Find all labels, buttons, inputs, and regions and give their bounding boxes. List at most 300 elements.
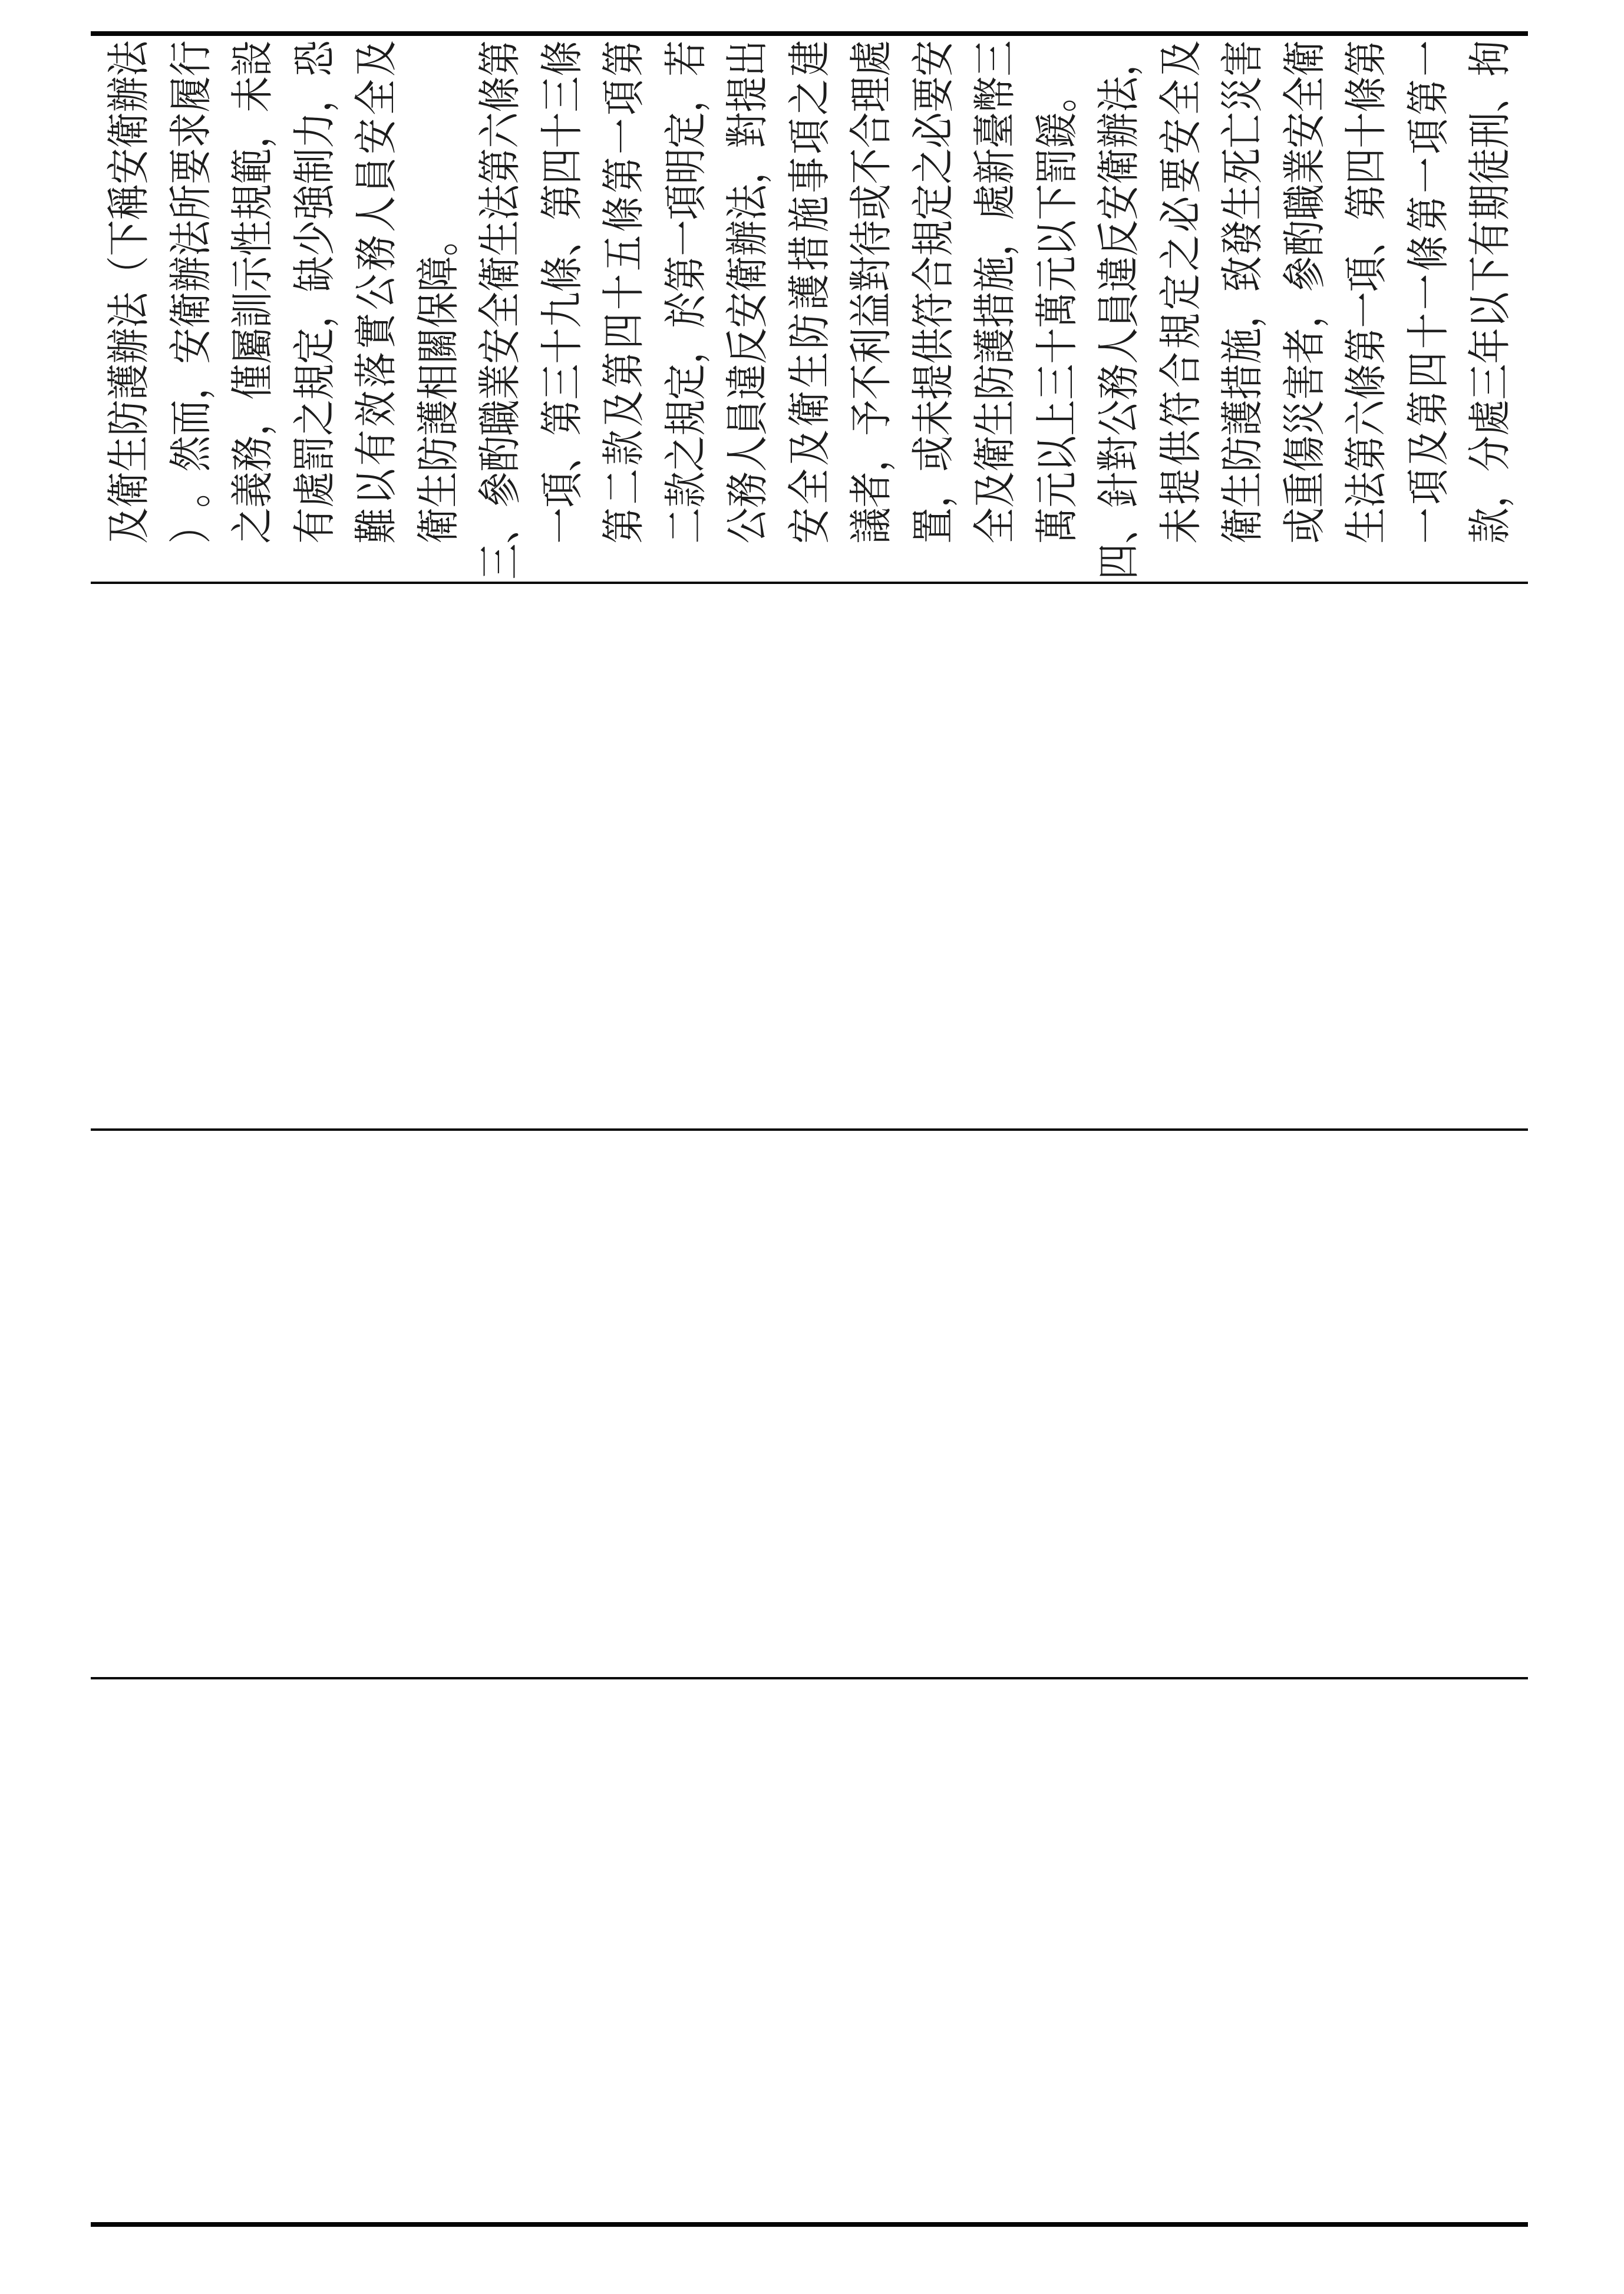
line-text: [283, 40, 345, 543]
glyph: 防: [103, 399, 154, 435]
line-text: [1273, 40, 1335, 543]
glyph: 措: [1217, 363, 1268, 400]
glyph: 、: [1341, 219, 1392, 256]
glyph: 第: [1341, 39, 1392, 76]
line-text: [1150, 40, 1212, 543]
glyph: 三: [536, 75, 587, 112]
glyph: 之: [784, 79, 835, 115]
glyph: 障: [412, 255, 464, 292]
glyph: 第: [1341, 327, 1392, 364]
glyph: 致: [1217, 255, 1268, 292]
glyph: 辦: [722, 219, 773, 256]
glyph: 條: [1402, 235, 1454, 271]
glyph: 條: [536, 255, 587, 292]
item-marker: [469, 507, 531, 579]
text-line: [160, 40, 222, 579]
line-text: [1088, 40, 1150, 507]
glyph: 傷: [1279, 435, 1330, 471]
text-line: [778, 40, 840, 579]
glyph: 拘: [1464, 39, 1516, 76]
glyph: 第: [1402, 79, 1454, 115]
glyph: 參: [1279, 255, 1330, 292]
glyph: 下: [1464, 255, 1516, 292]
glyph: 五: [598, 235, 649, 271]
glyph: 合: [1155, 351, 1206, 388]
glyph: 針: [1093, 471, 1144, 507]
glyph: 施: [1217, 327, 1268, 364]
glyph: ，: [1279, 291, 1330, 328]
line-text: [1459, 40, 1521, 543]
glyph: 第: [598, 507, 649, 543]
glyph: 重: [1279, 471, 1330, 507]
glyph: 員: [1093, 291, 1144, 328]
glyph: ，: [1093, 39, 1144, 76]
text-line: [469, 40, 531, 579]
glyph: ，: [846, 435, 897, 471]
glyph: 安: [907, 39, 959, 76]
glyph: 符: [907, 291, 959, 328]
glyph: 十: [1031, 327, 1082, 364]
glyph: 衛: [1217, 507, 1268, 543]
glyph: 職: [1279, 183, 1330, 220]
glyph: 一: [536, 507, 587, 543]
glyph: ，: [289, 291, 340, 328]
line-text: [98, 40, 160, 543]
line-text: [407, 40, 469, 543]
glyph: 者: [846, 471, 897, 507]
glyph: 予: [846, 399, 897, 435]
table-divider-1: [91, 582, 1528, 584]
glyph: 生: [1341, 507, 1392, 543]
glyph: 四: [1093, 543, 1144, 579]
glyph: 違: [1093, 255, 1144, 292]
glyph: 力: [289, 111, 340, 148]
glyph: 六: [1341, 399, 1392, 435]
glyph: 幣: [969, 75, 1021, 112]
glyph: ，: [969, 219, 1021, 256]
glyph: 職: [474, 399, 526, 435]
glyph: 未: [1155, 507, 1206, 543]
glyph: ，: [1217, 291, 1268, 328]
glyph: 第: [1402, 196, 1454, 232]
glyph: 明: [660, 147, 711, 184]
text-line: [1459, 40, 1521, 579]
glyph: 要: [1155, 157, 1206, 193]
glyph: 訓: [227, 291, 278, 328]
glyph: 第: [1341, 183, 1392, 220]
glyph: 恐: [289, 39, 340, 76]
glyph: 或: [907, 435, 959, 471]
glyph: 二: [598, 468, 649, 504]
text-line: [531, 40, 593, 579]
glyph: 項: [536, 471, 587, 507]
glyph: 一: [1402, 157, 1454, 193]
glyph: 衛: [412, 507, 464, 543]
glyph: 辦: [1093, 111, 1144, 148]
glyph: 護: [784, 273, 835, 310]
glyph: 法: [1341, 471, 1392, 507]
glyph: 年: [1464, 327, 1516, 364]
glyph: 安: [784, 507, 835, 543]
glyph: 措: [969, 291, 1021, 328]
glyph: 業: [474, 363, 526, 400]
glyph: 亡: [1217, 111, 1268, 148]
glyph: 辦: [103, 327, 154, 364]
glyph: ，: [660, 327, 711, 364]
glyph: 員: [351, 157, 402, 193]
line-text: [964, 40, 1026, 543]
glyph: 處: [1464, 399, 1516, 435]
glyph: 出: [722, 39, 773, 76]
glyph: 元: [1031, 255, 1082, 292]
glyph: 條: [1341, 75, 1392, 112]
glyph: 四: [598, 312, 649, 349]
glyph: 一: [1402, 40, 1454, 77]
glyph: 十: [536, 111, 587, 148]
glyph: 少: [289, 219, 340, 256]
glyph: 關: [412, 327, 464, 364]
glyph: 於: [660, 291, 711, 328]
line-text: [840, 40, 902, 543]
glyph: 制: [289, 147, 340, 184]
glyph: 護: [1217, 399, 1268, 435]
glyph: 若: [660, 39, 711, 76]
item-marker: [1088, 507, 1150, 579]
glyph: 反: [722, 327, 773, 364]
glyph: （: [103, 255, 154, 292]
glyph: 對: [846, 255, 897, 292]
glyph: 或: [846, 183, 897, 220]
glyph: 害: [1217, 39, 1268, 76]
text-line: [1273, 40, 1335, 579]
glyph: 及: [1402, 429, 1454, 466]
glyph: 條: [1341, 363, 1392, 400]
glyph: 規: [907, 219, 959, 256]
glyph: 義: [227, 471, 278, 507]
glyph: 酌: [474, 435, 526, 471]
glyph: ，: [289, 75, 340, 112]
glyph: 項: [660, 183, 711, 220]
glyph: 定: [907, 183, 959, 220]
glyph: ，: [227, 399, 278, 435]
glyph: 款: [660, 471, 711, 507]
glyph: 六: [474, 111, 526, 148]
glyph: 、: [1464, 75, 1516, 112]
glyph: 十: [1341, 111, 1392, 148]
text-line: [717, 40, 778, 579]
glyph: 一: [1402, 507, 1454, 543]
glyph: 公: [351, 273, 402, 310]
glyph: 安: [1279, 111, 1330, 148]
text-line: [593, 40, 655, 579]
glyph: 臺: [969, 111, 1021, 148]
glyph: 待: [846, 219, 897, 256]
glyph: 人: [722, 435, 773, 471]
text-line: [655, 40, 717, 579]
glyph: 四: [536, 147, 587, 184]
glyph: 。: [412, 219, 464, 256]
glyph: 款: [598, 429, 649, 466]
glyph: 定: [289, 327, 340, 364]
glyph: 衛: [474, 255, 526, 292]
glyph: 生: [1217, 471, 1268, 507]
text-line: [98, 40, 160, 579]
glyph: 及: [598, 390, 649, 427]
table-cell-text: [98, 40, 1521, 579]
glyph: 衛: [784, 390, 835, 427]
line-text: [778, 40, 840, 543]
glyph: 十: [536, 327, 587, 364]
glyph: 缺: [289, 255, 340, 292]
glyph: 合: [907, 255, 959, 292]
table-divider-2: [91, 1128, 1528, 1131]
glyph: 符: [1155, 390, 1206, 427]
glyph: 反: [1093, 219, 1144, 256]
glyph: 未: [907, 399, 959, 435]
glyph: 有: [1464, 219, 1516, 256]
glyph: 生: [969, 399, 1021, 435]
glyph: 供: [907, 327, 959, 364]
glyph: ，: [907, 471, 959, 507]
glyph: 辦: [103, 75, 154, 112]
glyph: 性: [227, 219, 278, 256]
glyph: 人: [351, 196, 402, 232]
table-outer-border-bottom: [91, 2222, 1528, 2227]
glyph: 落: [351, 351, 402, 388]
line-text: [345, 40, 407, 543]
glyph: 條: [536, 39, 587, 76]
glyph: 萬: [1031, 507, 1082, 543]
glyph: 及: [1155, 40, 1206, 77]
glyph: 防: [1217, 435, 1268, 471]
glyph: 衛: [165, 291, 216, 328]
line-text: [1212, 40, 1273, 543]
line-text: [160, 40, 222, 543]
glyph: 要: [165, 147, 216, 184]
glyph: 衛: [969, 435, 1021, 471]
glyph: 、: [474, 507, 526, 543]
line-text: [469, 40, 531, 507]
glyph: 生: [474, 219, 526, 256]
glyph: 全: [969, 507, 1021, 543]
glyph: 供: [1155, 429, 1206, 466]
glyph: 全: [351, 79, 402, 115]
glyph: 第: [536, 183, 587, 220]
glyph: 第: [474, 147, 526, 184]
text-line: [1026, 40, 1088, 579]
glyph: 防: [784, 312, 835, 349]
glyph: 定: [1155, 273, 1206, 310]
glyph: 之: [907, 147, 959, 184]
glyph: 罰: [289, 435, 340, 471]
glyph: 新: [969, 147, 1021, 184]
glyph: 以: [1464, 291, 1516, 328]
glyph: 法: [722, 183, 773, 220]
glyph: 辦: [165, 255, 216, 292]
glyph: 項: [598, 79, 649, 115]
glyph: 處: [969, 183, 1021, 220]
glyph: 強: [289, 183, 340, 220]
glyph: 提: [722, 75, 773, 112]
text-line: [1397, 40, 1459, 579]
glyph: 條: [598, 196, 649, 232]
glyph: 酌: [1279, 219, 1330, 256]
line-text: [902, 40, 964, 543]
glyph: 保: [412, 291, 464, 328]
glyph: 及: [969, 471, 1021, 507]
glyph: 履: [165, 75, 216, 112]
glyph: 第: [1341, 435, 1392, 471]
glyph: 議: [846, 507, 897, 543]
line-text: [1335, 40, 1397, 543]
glyph: 三: [474, 543, 526, 579]
glyph: 效: [351, 390, 402, 427]
glyph: 四: [1402, 351, 1454, 388]
glyph: 合: [846, 111, 897, 148]
glyph: 處: [846, 39, 897, 76]
glyph: 災: [1217, 75, 1268, 112]
glyph: ，: [722, 147, 773, 184]
line-text: [1397, 40, 1459, 543]
glyph: 安: [722, 291, 773, 328]
glyph: 必: [907, 111, 959, 148]
glyph: 或: [1279, 507, 1330, 543]
text-line: [222, 40, 283, 579]
glyph: 法: [165, 219, 216, 256]
text-line: [1212, 40, 1273, 579]
glyph: 安: [1155, 118, 1206, 154]
glyph: 項: [1341, 255, 1392, 292]
glyph: 及: [103, 507, 154, 543]
glyph: 。: [165, 471, 216, 507]
glyph: 全: [784, 468, 835, 504]
glyph: 提: [907, 363, 959, 400]
glyph: 務: [227, 435, 278, 471]
glyph: 公: [1093, 399, 1144, 435]
glyph: 員: [722, 399, 773, 435]
glyph: 十: [598, 273, 649, 310]
glyph: 處: [289, 471, 340, 507]
glyph: 護: [969, 327, 1021, 364]
glyph: 下: [1031, 183, 1082, 220]
line-text: [593, 40, 655, 543]
glyph: 發: [1217, 219, 1268, 256]
glyph: ，: [1464, 471, 1516, 507]
glyph: 事: [784, 157, 835, 193]
glyph: 四: [1341, 147, 1392, 184]
glyph: 安: [474, 327, 526, 364]
glyph: 有: [351, 429, 402, 466]
glyph: 三: [1464, 363, 1516, 400]
glyph: 下: [103, 219, 154, 256]
glyph: ）: [165, 507, 216, 543]
glyph: 參: [474, 471, 526, 507]
glyph: 者: [1279, 327, 1330, 364]
glyph: 徒: [1464, 147, 1516, 184]
glyph: 規: [227, 183, 278, 220]
text-line: [840, 40, 902, 579]
glyph: 僅: [227, 363, 278, 400]
glyph: 難: [351, 507, 402, 543]
glyph: 三: [1031, 363, 1082, 400]
glyph: 第: [1402, 390, 1454, 427]
glyph: 對: [722, 111, 773, 148]
glyph: 之: [1155, 235, 1206, 271]
glyph: 對: [1093, 435, 1144, 471]
glyph: 而: [165, 399, 216, 435]
glyph: 全: [1279, 75, 1330, 112]
glyph: 之: [289, 399, 340, 435]
glyph: 分: [1464, 435, 1516, 471]
glyph: 衛: [103, 471, 154, 507]
glyph: 款: [1464, 507, 1516, 543]
glyph: 。: [1031, 75, 1082, 112]
glyph: 防: [969, 363, 1021, 400]
glyph: 安: [1093, 183, 1144, 220]
glyph: 及: [784, 429, 835, 466]
glyph: 安: [351, 118, 402, 154]
glyph: ，: [660, 75, 711, 112]
glyph: 護: [103, 363, 154, 400]
glyph: 公: [722, 507, 773, 543]
glyph: 三: [536, 363, 587, 400]
glyph: 第: [536, 399, 587, 435]
glyph: 一: [1402, 273, 1454, 310]
line-text: [222, 40, 283, 543]
glyph: 要: [907, 75, 959, 112]
glyph: 法: [474, 183, 526, 220]
glyph: 三: [969, 39, 1021, 76]
glyph: 刑: [1464, 111, 1516, 148]
glyph: 二: [660, 507, 711, 543]
glyph: 護: [412, 399, 464, 435]
glyph: 然: [165, 435, 216, 471]
glyph: 生: [1217, 183, 1268, 220]
glyph: 法: [103, 291, 154, 328]
glyph: 全: [474, 291, 526, 328]
glyph: 規: [1155, 312, 1206, 349]
glyph: 必: [1155, 196, 1206, 232]
glyph: 規: [660, 399, 711, 435]
glyph: 一: [1341, 291, 1392, 328]
glyph: 之: [227, 507, 278, 543]
glyph: 第: [598, 157, 649, 193]
glyph: 不: [846, 147, 897, 184]
glyph: 置: [907, 507, 959, 543]
glyph: 衛: [1093, 147, 1144, 184]
glyph: 條: [474, 75, 526, 112]
text-line: [1335, 40, 1397, 579]
text-line: [345, 40, 407, 579]
glyph: 項: [1402, 468, 1454, 504]
glyph: 生: [412, 471, 464, 507]
line-text: [655, 40, 717, 543]
glyph: 建: [784, 40, 835, 77]
line-text: [717, 40, 778, 543]
glyph: 以: [351, 468, 402, 504]
glyph: 求: [165, 111, 216, 148]
glyph: 災: [1279, 399, 1330, 435]
glyph: 規: [289, 363, 340, 400]
glyph: 法: [1093, 75, 1144, 112]
glyph: 提: [1155, 468, 1206, 504]
glyph: 害: [1279, 363, 1330, 400]
glyph: 稱: [103, 183, 154, 220]
glyph: 範: [227, 147, 278, 184]
glyph: 衛: [103, 111, 154, 148]
glyph: 防: [412, 435, 464, 471]
glyph: 、: [536, 219, 587, 256]
